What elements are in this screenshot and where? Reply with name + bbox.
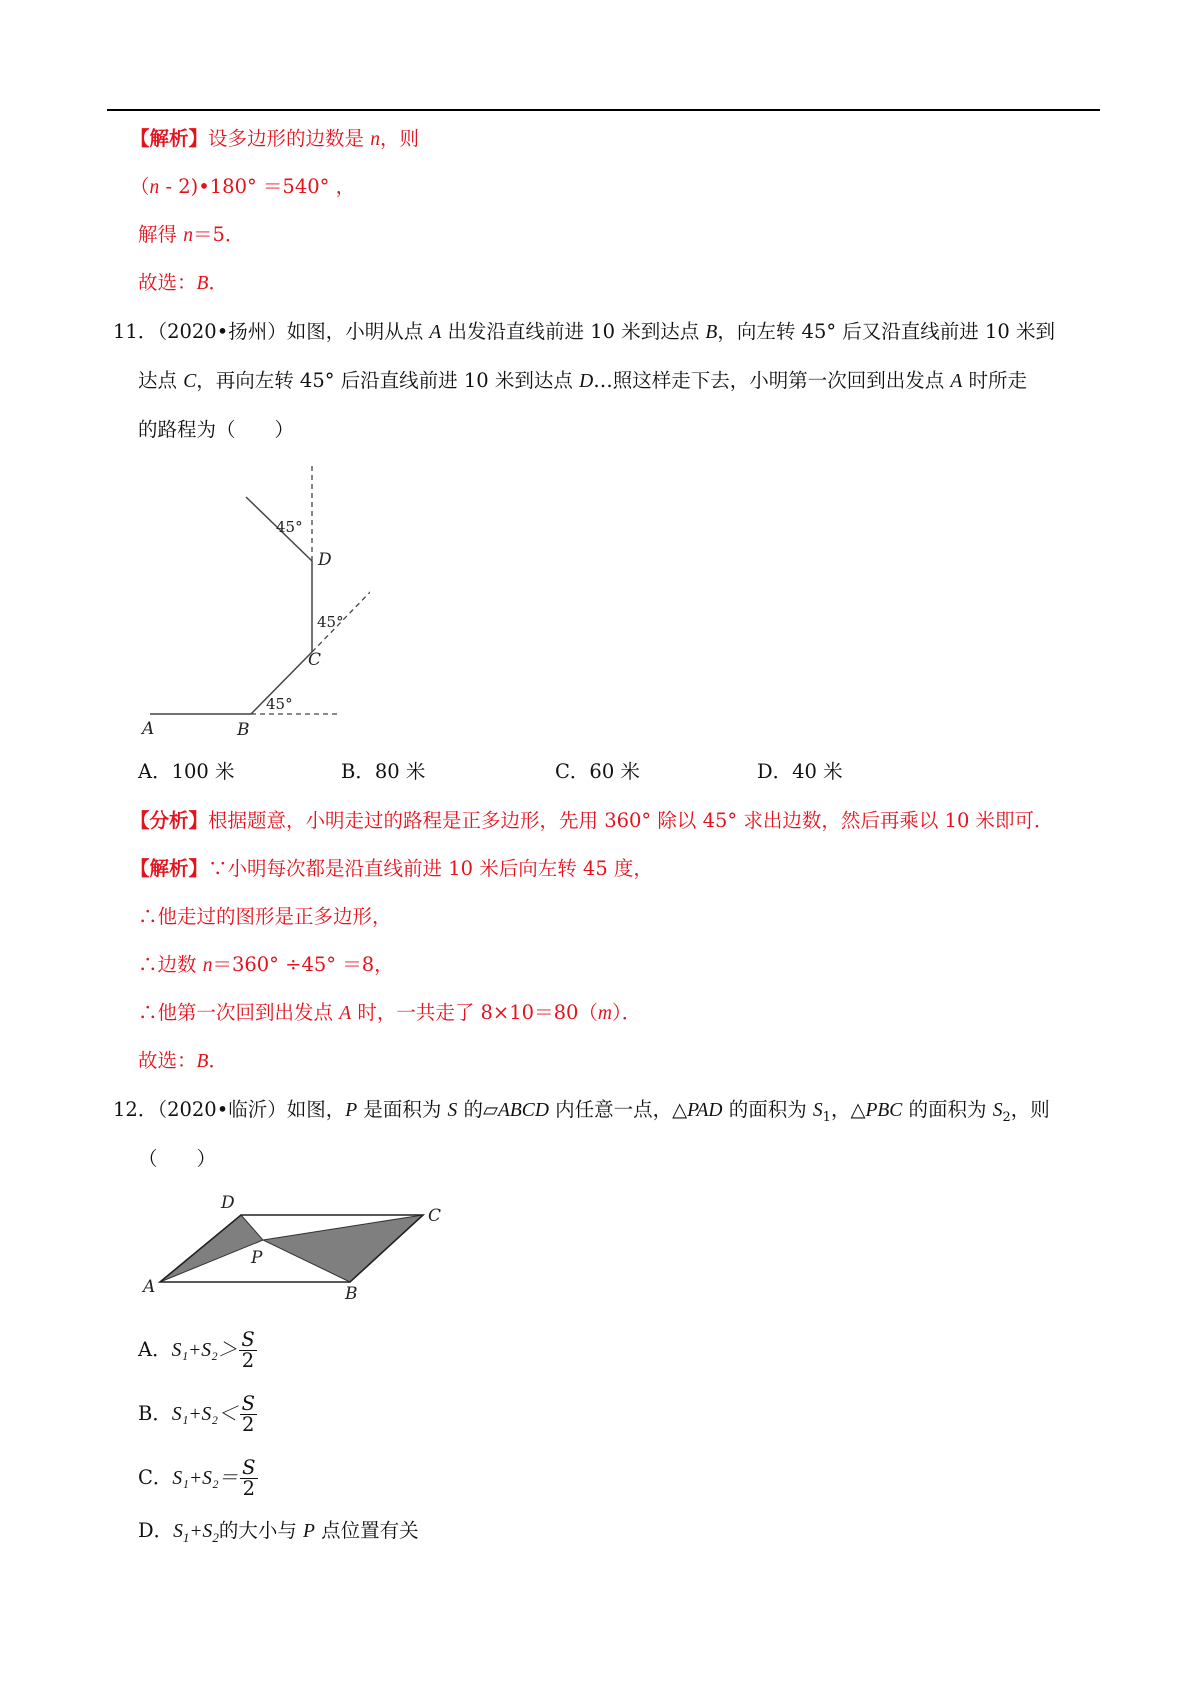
- q12-stem-line1: 12．（2020•临沂）如图，P 是面积为 S 的▱ABCD 内任意一点，△PAD 的面积为 $S_1$，△PBC 的面积为 $S_2$，则: [113, 1098, 1050, 1125]
- q12-shaded-triangle-pbc: [263, 1215, 423, 1282]
- q11-label-b: B: [237, 720, 250, 740]
- q12-option-a[interactable]: A．S₁+S₂＞ $\frac{S}{2}$: [138, 1328, 255, 1372]
- q11-solution-line3: ∴边数 n＝360° ÷45° ＝8，: [138, 953, 394, 976]
- q12-figure: [135, 1185, 455, 1305]
- q11-solution-line2: ∴他走过的图形是正多边形，: [138, 905, 392, 928]
- q11-stem-line3: 的路程为（ ）: [138, 418, 295, 441]
- q12-shaded-triangle-pad: [160, 1215, 263, 1282]
- q11-solution-line4: ∴他第一次回到出发点 A 时，一共走了 8×10＝80（m）．: [138, 1001, 642, 1024]
- q11-stem-line2: 达点 C，再向左转 45° 后沿直线前进 10 米到达点 D…照这样走下去，小明第一次回到出发点 A 时所走: [138, 369, 1028, 392]
- q11-option-d[interactable]: D．40 米: [757, 760, 843, 783]
- q12-stem-line2: （ ）: [138, 1147, 217, 1170]
- q11-stem-line1: 11．（2020•扬州）如图，小明从点 A 出发沿直线前进 10 米到达点 B，向左转 45° 后又沿直线前进 10 米到: [113, 320, 1056, 343]
- q12-option-c[interactable]: C．S₁+S₂＝ $\frac{S}{2}$: [138, 1456, 256, 1500]
- q11-solution-line1: 【解析】∵小明每次都是沿直线前进 10 米后向左转 45 度，: [130, 857, 653, 880]
- q10-solution-line3: 解得 n＝5．: [138, 223, 245, 246]
- q12-label-d: D: [221, 1193, 235, 1213]
- q10-solution-line1: 【解析】设多边形的边数是 n，则: [130, 127, 419, 150]
- q11-option-b[interactable]: B．80 米: [341, 760, 426, 783]
- q12-label-p: P: [251, 1248, 263, 1268]
- q12-option-b[interactable]: B．S₁+S₂＜ $\frac{S}{2}$: [138, 1392, 255, 1436]
- q11-angle-b: 45°: [266, 695, 293, 713]
- q11-angle-d: 45°: [276, 518, 303, 536]
- q12-label-a: A: [143, 1277, 156, 1297]
- q11-answer: 故选：B．: [138, 1049, 228, 1072]
- q11-option-c[interactable]: C．60 米: [555, 760, 640, 783]
- header-rule: [107, 109, 1100, 111]
- q12-option-d[interactable]: D．$S_1+S_2$的大小与 P 点位置有关: [138, 1519, 419, 1545]
- q10-solution-line2: （n - 2)•180° ＝540° ，: [130, 175, 356, 198]
- q11-figure: [130, 455, 370, 740]
- q10-answer: 故选：B．: [138, 271, 228, 294]
- q11-label-a: A: [142, 719, 155, 739]
- q11-label-d: D: [318, 550, 332, 570]
- q11-analysis: 【分析】根据题意，小明走过的路程是正多边形，先用 360° 除以 45° 求出边数，然后再乘以 10 米即可．: [130, 809, 1054, 832]
- q11-label-c: C: [308, 650, 322, 670]
- q11-option-a[interactable]: A．100 米: [138, 760, 235, 783]
- q12-label-c: C: [428, 1206, 442, 1226]
- q12-label-b: B: [345, 1284, 358, 1304]
- q11-angle-c: 45°: [317, 613, 344, 631]
